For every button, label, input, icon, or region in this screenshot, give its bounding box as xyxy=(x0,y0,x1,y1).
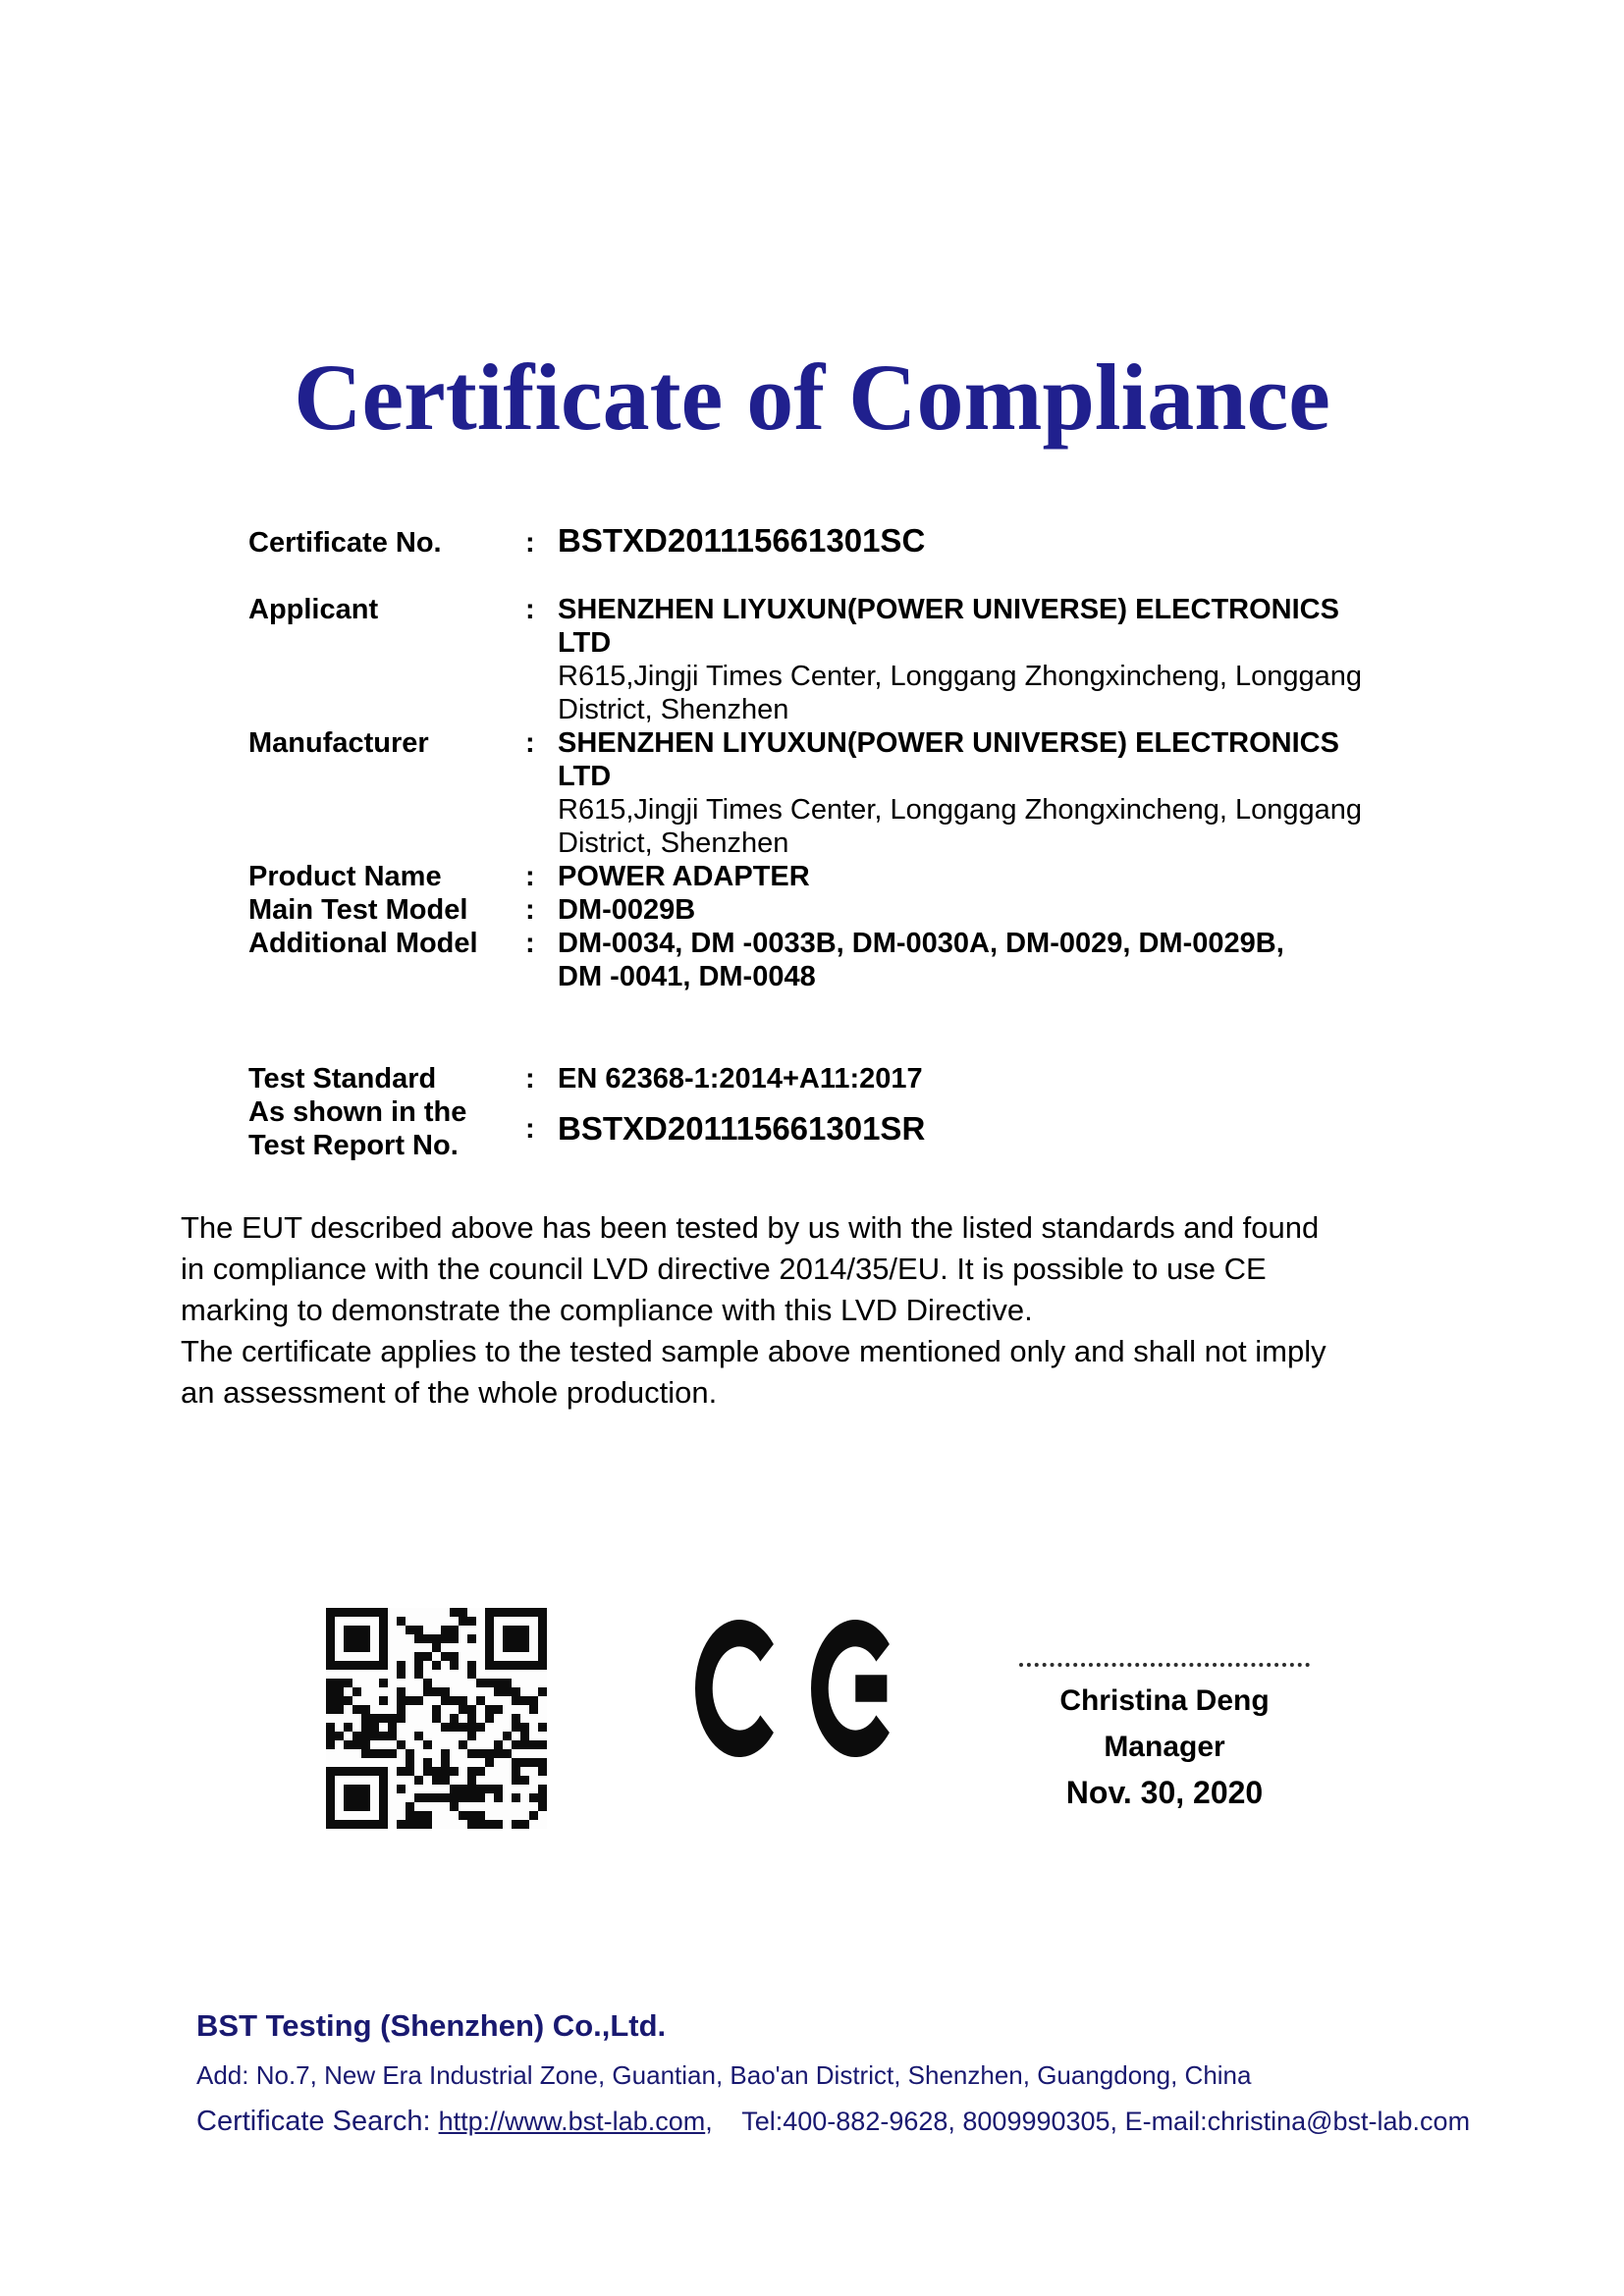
ce-mark-icon xyxy=(695,1620,890,1757)
lab-company-name: BST Testing (Shenzhen) Co.,Ltd. xyxy=(196,2008,667,2043)
test-report-label xyxy=(248,1095,525,1162)
main-test-model-label: Main Test Model xyxy=(248,894,468,926)
compliance-statement xyxy=(181,1207,1326,1414)
qr-code xyxy=(326,1608,547,1829)
product-info-block xyxy=(248,593,1392,993)
signature-block xyxy=(1000,1663,1329,1811)
test-standard-label: Test Standard xyxy=(248,1063,437,1095)
colon-separator: : xyxy=(525,1113,535,1145)
certificate-search-line xyxy=(196,2106,1470,2138)
contact-details: , Tel:400-882-9628, 8009990305, E-mail:christina@bst-lab.com xyxy=(705,2107,1471,2136)
signatory-name: Christina Deng xyxy=(1059,1684,1270,1717)
certificate-search-link[interactable]: http://www.bst-lab.com xyxy=(438,2107,706,2136)
manufacturer-name-line: LTD xyxy=(558,761,612,792)
colon-separator: : xyxy=(525,928,535,959)
applicant-name-line: LTD xyxy=(558,627,612,659)
applicant-address-line: R615,Jingji Times Center, Longgang Zhongxincheng, Longgang xyxy=(558,661,1363,692)
manufacturer-address-line: R615,Jingji Times Center, Longgang Zhongxincheng, Longgang xyxy=(558,794,1363,826)
ce-letter-c xyxy=(695,1620,774,1757)
signature-date: Nov. 30, 2020 xyxy=(1065,1775,1264,1810)
lab-address: Add: No.7, New Era Industrial Zone, Guantian, Bao'an District, Shenzhen, Guangdong, China xyxy=(196,2060,1252,2090)
signature-dotted-line xyxy=(1019,1663,1310,1667)
signatory-role: Manager xyxy=(1104,1731,1225,1763)
additional-model-label: Additional Model xyxy=(248,928,478,959)
applicant-address-line: District, Shenzhen xyxy=(558,694,789,725)
applicant-value xyxy=(558,593,1392,726)
ce-letter-e xyxy=(811,1620,890,1757)
manufacturer-label: Manufacturer xyxy=(248,727,429,759)
product-name-value: POWER ADAPTER xyxy=(558,861,810,892)
colon-separator: : xyxy=(525,727,535,759)
certificate-no-value: BSTXD201115661301SC xyxy=(558,522,926,559)
colon-separator: : xyxy=(525,594,535,625)
certificate-no-row xyxy=(248,524,1392,560)
applicant-label: Applicant xyxy=(248,594,379,625)
statement-line: The certificate applies to the tested sample above mentioned only and shall not imply xyxy=(181,1334,1326,1368)
test-report-label-line: Test Report No. xyxy=(248,1130,459,1161)
manufacturer-name-line: SHENZHEN LIYUXUN(POWER UNIVERSE) ELECTRONICS xyxy=(558,727,1339,759)
colon-separator: : xyxy=(525,1063,535,1095)
test-report-label-line: As shown in the xyxy=(248,1096,467,1128)
additional-model-line: DM-0034, DM -0033B, DM-0030A, DM-0029, DM-0029B, xyxy=(558,928,1284,959)
additional-model-line: DM -0041, DM-0048 xyxy=(558,961,816,992)
test-standard-value: EN 62368-1:2014+A11:2017 xyxy=(558,1063,923,1095)
additional-model-value xyxy=(558,927,1392,993)
manufacturer-address-line: District, Shenzhen xyxy=(558,828,789,859)
page-title: Certificate of Compliance xyxy=(294,345,1330,450)
colon-separator: : xyxy=(525,894,535,926)
statement-line: The EUT described above has been tested by us with the listed standards and found xyxy=(181,1210,1320,1245)
test-standard-block xyxy=(248,1062,1392,1162)
applicant-name-line: SHENZHEN LIYUXUN(POWER UNIVERSE) ELECTRONICS xyxy=(558,594,1339,625)
certificate-no-label: Certificate No. xyxy=(248,527,442,559)
footer xyxy=(196,2008,1470,2138)
certificate-search-label: Certificate Search: xyxy=(196,2106,439,2137)
statement-line: in compliance with the council LVD directive 2014/35/EU. It is possible to use CE xyxy=(181,1252,1267,1286)
main-test-model-value: DM-0029B xyxy=(558,894,696,926)
statement-line: marking to demonstrate the compliance with this LVD Directive. xyxy=(181,1293,1033,1327)
product-name-label: Product Name xyxy=(248,861,442,892)
colon-separator: : xyxy=(525,861,535,892)
test-report-value: BSTXD201115661301SR xyxy=(558,1110,926,1147)
colon-separator: : xyxy=(525,527,535,559)
manufacturer-value xyxy=(558,726,1392,860)
statement-line: an assessment of the whole production. xyxy=(181,1375,718,1410)
